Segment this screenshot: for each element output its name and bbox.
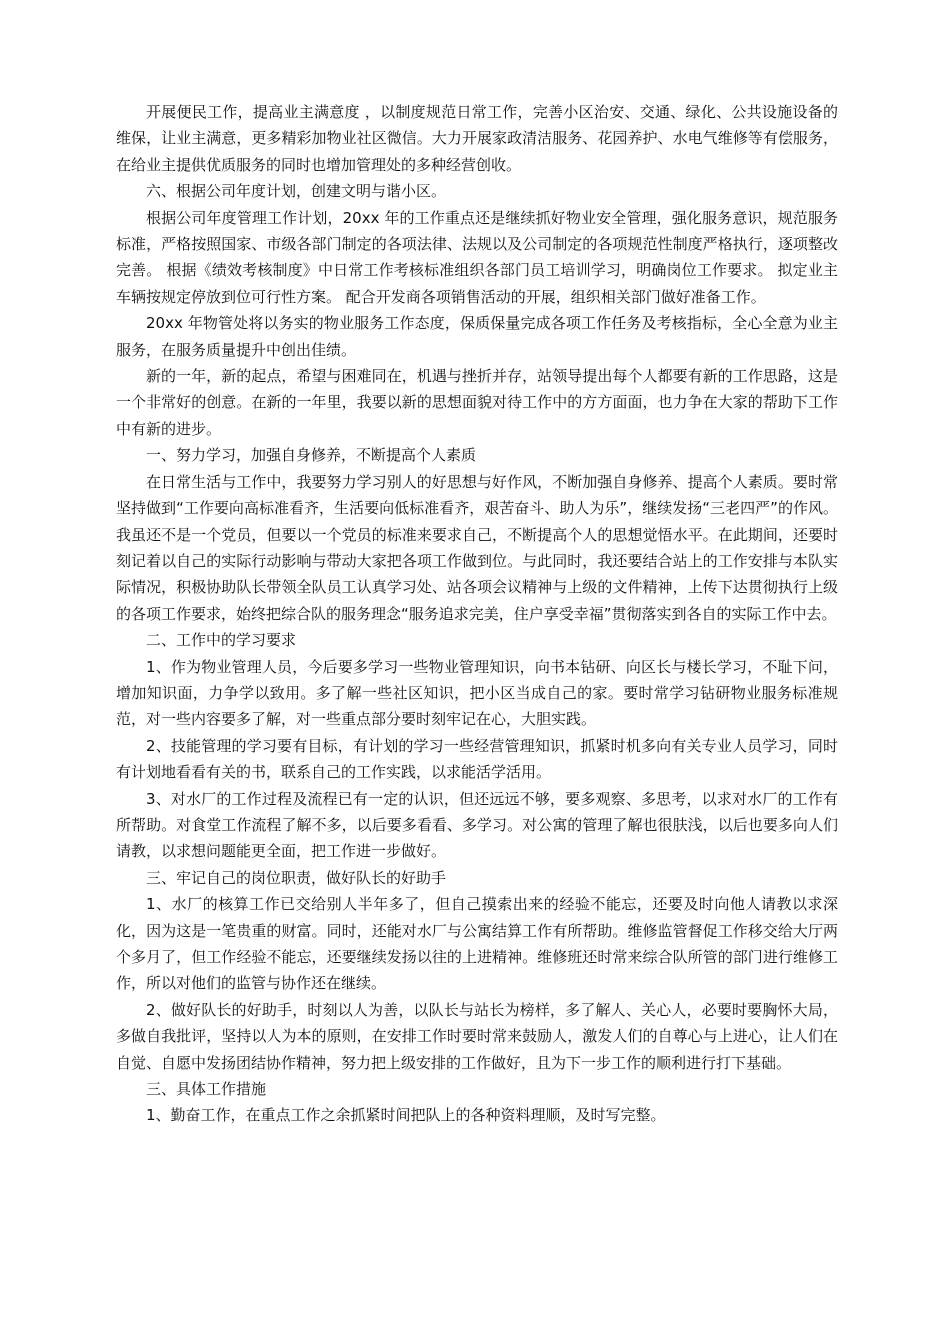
paragraph: 根据公司年度管理工作计划，20xx 年的工作重点还是继续抓好物业安全管理，强化服务意识，规范服务标准，严格按照国家、市级各部门制定的各项法律、法规以及公司制定的各项规范性制度严格执行，逐项整改完善。 根据《绩效考核制度》中日常工作考核标准组织各部门员工培训学习，明确岗位工作要求。 拟定业主车辆按规定停放到位可行性方案。 配合开发商各项销售活动的开展，组织相关部门做好准备工作。	[116, 208, 838, 306]
paragraph: 新的一年，新的起点，希望与困难同在，机遇与挫折并存，站领导提出每个人都要有新的工作思路，这是一个非常好的创意。在新的一年里，我要以新的思想面貌对待工作中的方方面面，也力争在大家的帮助下工作中有新的进步。	[116, 367, 838, 438]
paragraph: 20xx 年物管处将以务实的物业服务工作态度，保质保量完成各项工作任务及考核指标，全心全意为业主服务，在服务质量提升中创出佳绩。	[116, 314, 838, 359]
section-heading: 三、牢记自己的岗位职责，做好队长的好助手	[146, 868, 447, 887]
list-item: 1、作为物业管理人员，今后要多学习一些物业管理知识，向书本钻研、向区长与楼长学习，不耻下问，增加知识面，力争学以致用。多了解一些社区知识，把小区当成自己的家。要时常学习钻研物业服务标准规范，对一些内容要多了解，对一些重点部分要时刻牢记在心，大胆实践。	[116, 657, 838, 729]
document-page	[116, 99, 838, 1129]
paragraph: 开展便民工作，提高业主满意度 ，以制度规范日常工作，完善小区治安、交通、绿化、公共设施设备的维保，让业主满意，更多精彩加物业社区微信。大力开展家政清洁服务、花园养护、水电气维修等有偿服务，在给业主提供优质服务的同时也增加管理处的多种经营创收。	[116, 103, 838, 174]
list-item: 1、勤奋工作，在重点工作之余抓紧时间把队上的各种资料理顺，及时写完整。	[146, 1106, 666, 1125]
list-item: 2、技能管理的学习要有目标，有计划的学习一些经营管理知识，抓紧时机多向有关专业人员学习，同时有计划地看看有关的书，联系自己的工作实践，以求能活学活用。	[116, 736, 838, 782]
paragraph: 在日常生活与工作中，我要努力学习别人的好思想与好作风，不断加强自身修养、提高个人素质。要时常坚持做到“工作要向高标准看齐，生活要向低标准看齐，艰苦奋斗、助人为乐”，继续发扬“三老四严”的作风。我虽还不是一个党员，但要以一个党员的标准来要求自己，不断提高个人的思想觉悟水平。在此期间，还要时刻记着以自己的实际行动影响与带动大家把各项工作做到位。与此同时，我还要结合站上的工作安排与本队实际情况，积极协助队长带领全队员工认真学习处、站各项会议精神与上级的文件精神，上传下达贯彻执行上级的各项工作要求，始终把综合队的服务理念“服务追求完美，住户享受幸福”贯彻落实到各自的实际工作中去。	[116, 472, 838, 623]
list-item: 2、做好队长的好助手，时刻以人为善，以队长与站长为榜样，多了解人、关心人，必要时要胸怀大局，多做自我批评，坚持以人为本的原则，在安排工作时要时常来鼓励人，激发人们的自尊心与上进心，让人们在自觉、自愿中发扬团结协作精神，努力把上级安排的工作做好，且为下一步工作的顺利进行打下基础。	[116, 1000, 838, 1072]
section-heading: 一、努力学习，加强自身修养，不断提高个人素质	[146, 446, 477, 465]
list-item: 1、水厂的核算工作已交给别人半年多了，但自己摸索出来的经验不能忘，还要及时向他人请教以求深化，因为这是一笔贵重的财富。同时，还能对水厂与公寓结算工作有所帮助。维修监管督促工作移交给大厅两个多月了，但工作经验不能忘，还要继续发扬以往的上进精神。维修班还时常来综合队所管的部门进行维修工作，所以对他们的监管与协作还在继续。	[116, 895, 838, 993]
list-item: 3、对水厂的工作过程及流程已有一定的认识，但还远远不够，要多观察、多思考，以求对水厂的工作有所帮助。对食堂工作流程了解不多，以后要多看看、多学习。对公寓的管理了解也很肤浅，以后也要多向人们请教，以求想问题能更全面，把工作进一步做好。	[116, 789, 838, 861]
section-heading: 二、工作中的学习要求	[146, 631, 297, 650]
section-heading: 六、根据公司年度计划，创建文明与谐小区。	[146, 182, 447, 201]
section-heading: 三、具体工作措施	[146, 1080, 267, 1099]
